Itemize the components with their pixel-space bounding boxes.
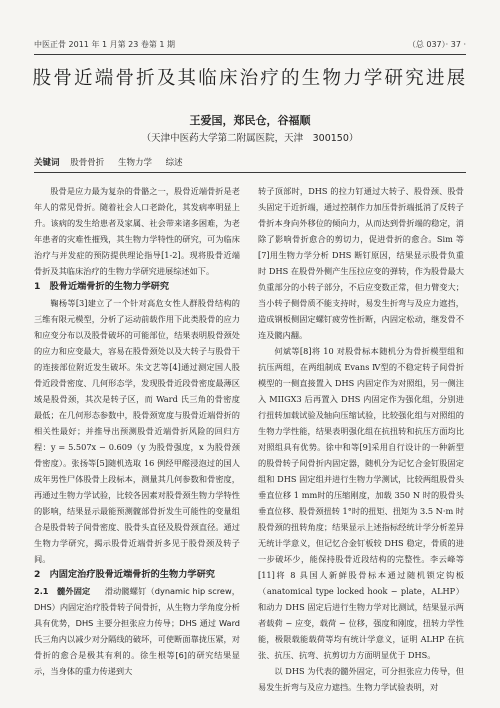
article-title: 股骨近端骨折及其临床治疗的生物力学研究进展 <box>32 68 468 89</box>
intro-paragraph: 股骨是应力最为复杂的骨骼之一，股骨近端骨折是老年人的常见骨折。随着社会人口老龄化，其发病率明显上升。该病的发生给患者及家属、社会带来诸多困难，为老年患者的灾难性摧残，其生物力学特性的研究，可为临床治疗与并发症的预防提供理论指导[1-2]。现将股骨近端骨折及其临床治疗的生物力学研究进展综述如下。 <box>34 186 240 276</box>
continued-paragraph: 转子顶部时，DHS 的拉力钉通过大转子、股骨颈、股骨头固定于近折端，通过控制作力加压骨折端抵消了反转子骨折本身向外移位的倾向力，从而达到骨折端的稳定，消除了影响骨折愈合的剪切力，促进骨折的愈合。Sim 等[7]用生物力学分析 DHS 断钉原因，结果显示股骨负重时 DHS 在股骨外侧产生压拉应变的弹转，作为股骨最大负重部分的小转子部分，不后应变数正常，但力臂变大；当小转子侧骨质不能支持时，易发生折弯与及应力遮挡，造成钢板侧固定螺钉疲劳性折断，内固定松动，继发骨不连及髋内翻。 <box>258 186 464 340</box>
subsection-text: 滑动髋螺钉（dynamic hip screw，DHS）内固定治疗股骨转子间骨折，从生物力学角度分析具有优势，DHS 主要分担张应力传导；DHS 通过 Ward 氏三角内以减少对分隔线的破坏，可使断面靠拢压紧，对骨折的愈合是极其有利的。徐生根等[6]的研究结果显示，当身体的重力传递到大 <box>34 586 240 676</box>
keyword: 生物力学 <box>117 158 152 168</box>
section-heading-1: 1 股骨近端骨折的生物力学研究 <box>34 281 170 292</box>
page-number: （总 037）· 37 · <box>407 40 466 49</box>
keyword: 股骨骨折 <box>70 158 105 168</box>
header-rule <box>34 54 466 55</box>
running-header <box>34 38 466 52</box>
right-column <box>258 183 464 701</box>
affiliation: （天津中医药大学第二附属医院，天津 300150） <box>141 133 359 144</box>
subsection-heading: 2.1 髓外固定 <box>34 586 91 596</box>
paragraph: 以 DHS 为代表的髓外固定，可分担张应力传导，但易发生折弯与及应力遮挡。生物力学试验表明，对 <box>258 666 464 692</box>
subsection-2-1 <box>34 583 240 679</box>
journal-issue-info: 中医正骨 2011 年 1 月第 23 卷第 1 期 <box>34 40 176 49</box>
paragraph: 何斌等[8]将 10 对股骨标本随机分为骨折模型组和抗压两组，在两组制成 Evans Ⅳ型的不稳定转子间骨折模型的一侧直接置入 DHS 内固定作为对照组，另一侧注入 MIIGX3 后再置入 DHS 内固定作为强化组，分别进行扭转加载试验及轴向压缩试验，比较强化组与对照组的生物力学性能，结果表明强化组在抗扭转和抗压方面均比对照组具有优势。徐中和等[9]采用自行设计的一种新型的股骨转子间骨折内固定器，随机分为记忆合金钉股固定组和 DHS 固定组并进行生物力学测试，比较两组股骨头垂直位移 1 mm时的压缩刚度，加载 350 N 时的股骨头垂直位移、股骨颈扭转 1°时的扭矩、扭矩为 3.5 N·m 时股骨颈的扭转角度；结果显示上述指标经统计学分析差异无统计学意义，但记忆合金钉板较 DHS 稳定，骨质的进一步破坏少，能保持股骨近段结构的完整性。李云峰等[11]将 8 具国人新鲜股骨标本通过随机锁定钩板（anatomical type locked hook − plate，ALHP）和动力 DHS 固定后进行生物力学对比测试，结果显示两者载荷 − 应变，载荷 − 位移，强度和刚度，扭转力学性能，极限载能载荷等均有统计学意义，证明 ALHP 在抗张、抗压、抗弯、抗剪切力方面明显优于 DHS。 <box>258 346 464 660</box>
authors: 王爱国，郑民仓，谷福顺 <box>189 114 311 127</box>
left-column <box>34 183 240 701</box>
keywords-rule <box>34 172 466 173</box>
keywords-line <box>34 156 194 168</box>
section-heading-2: 2 内固定治疗股骨近端骨折的生物力学研究 <box>34 569 215 580</box>
keywords-label: 关键词 <box>34 158 60 168</box>
section-1-paragraph: 鞠杨等[3]建立了一个针对高危女性人群股骨结构的三维有限元模型，分析了运动前载作用下此类股骨的应力和应变分布以及股骨破坏的可能部位，结果表明股骨颈处的应力和应变最大，容易在股骨颈处以及大转子与股骨干的连接部位附近发生破坏。朱文艺等[4]通过测定国人股骨近段骨密度、几何形态学，发现股骨近段骨密度最薄区域是股骨颈，其次是转子区，而 Ward 氏三角的骨密度最低；在几何形态参数中，股骨颈宽度与股骨近端骨折的相关性最好；并推导出预测股骨近端骨折风险的回归方程：y = 5.507x − 0.609（y 为股骨强度，x 为股骨颈骨密度）。张扬等[5]随机选取 16 例经甲醛浸泡过的国人成年男性尸体股骨上段标本，测量其几何参数和骨密度，再通过生物力学试验，比较各因素对股骨颈生物力学特性的影响，结果显示最能预测髋部骨折发生可能性的变量组合是股骨转子间骨密度、股骨头直径及股骨颈直径。通过生物力学研究，揭示股骨近端骨折多见于股骨颈及转子间。 <box>34 298 240 564</box>
keyword: 综述 <box>165 158 183 168</box>
